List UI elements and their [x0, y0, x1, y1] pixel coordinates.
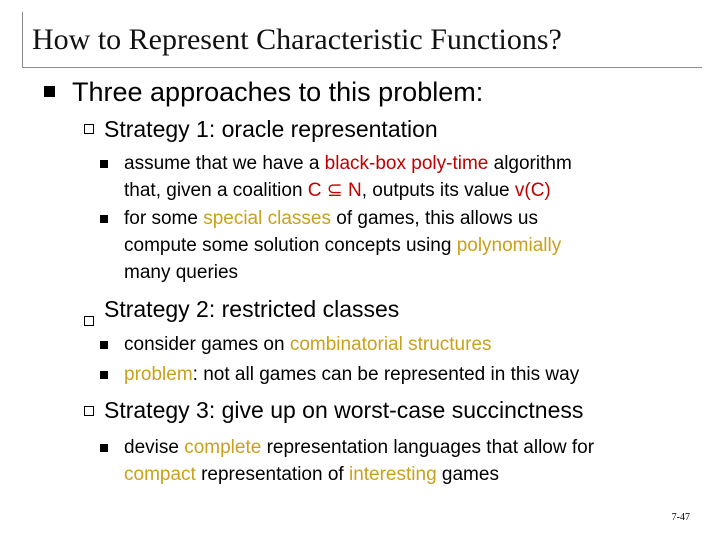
- square-bullet-icon: [100, 215, 108, 223]
- title-left-rule: [22, 12, 23, 68]
- strategy-3-heading: Strategy 3: give up on worst-case succinctness: [104, 397, 584, 423]
- strategy-3-point-1-line-1: devise complete representation languages that allow for: [124, 437, 595, 458]
- strategy-1-point-2-line-2: compute some solution concepts using polynomially: [124, 235, 562, 256]
- square-bullet-icon: [100, 371, 108, 379]
- square-bullet-icon: [100, 341, 108, 349]
- hollow-square-bullet-icon: [84, 124, 94, 134]
- title-underline: [22, 67, 702, 68]
- strategy-2-heading: Strategy 2: restricted classes: [104, 296, 400, 322]
- strategy-3-point-1-line-2: compact representation of interesting games: [124, 464, 499, 485]
- square-bullet-icon: [44, 86, 55, 97]
- page-number: 7-47: [671, 512, 690, 523]
- strategy-1-point-1-line-1: assume that we have a black-box poly-time algorithm: [124, 153, 572, 174]
- square-bullet-icon: [100, 160, 108, 168]
- main-point: Three approaches to this problem:: [72, 77, 484, 107]
- strategy-1-point-1-line-2: that, given a coalition C ⊆ N, outputs its value v(C): [124, 180, 551, 201]
- hollow-square-bullet-icon: [84, 316, 94, 326]
- square-bullet-icon: [100, 444, 108, 452]
- title-frame: [22, 12, 702, 68]
- strategy-2-point-2: problem: not all games can be represented in this way: [124, 364, 580, 385]
- strategy-2-point-1: consider games on combinatorial structures: [124, 334, 492, 355]
- strategy-1-heading: Strategy 1: oracle representation: [104, 116, 438, 142]
- slide-title: How to Represent Characteristic Functions?: [32, 23, 562, 56]
- hollow-square-bullet-icon: [84, 406, 94, 416]
- strategy-1-point-2-line-3: many queries: [124, 262, 239, 283]
- strategy-1-point-2-line-1: for some special classes of games, this allows us: [124, 208, 538, 229]
